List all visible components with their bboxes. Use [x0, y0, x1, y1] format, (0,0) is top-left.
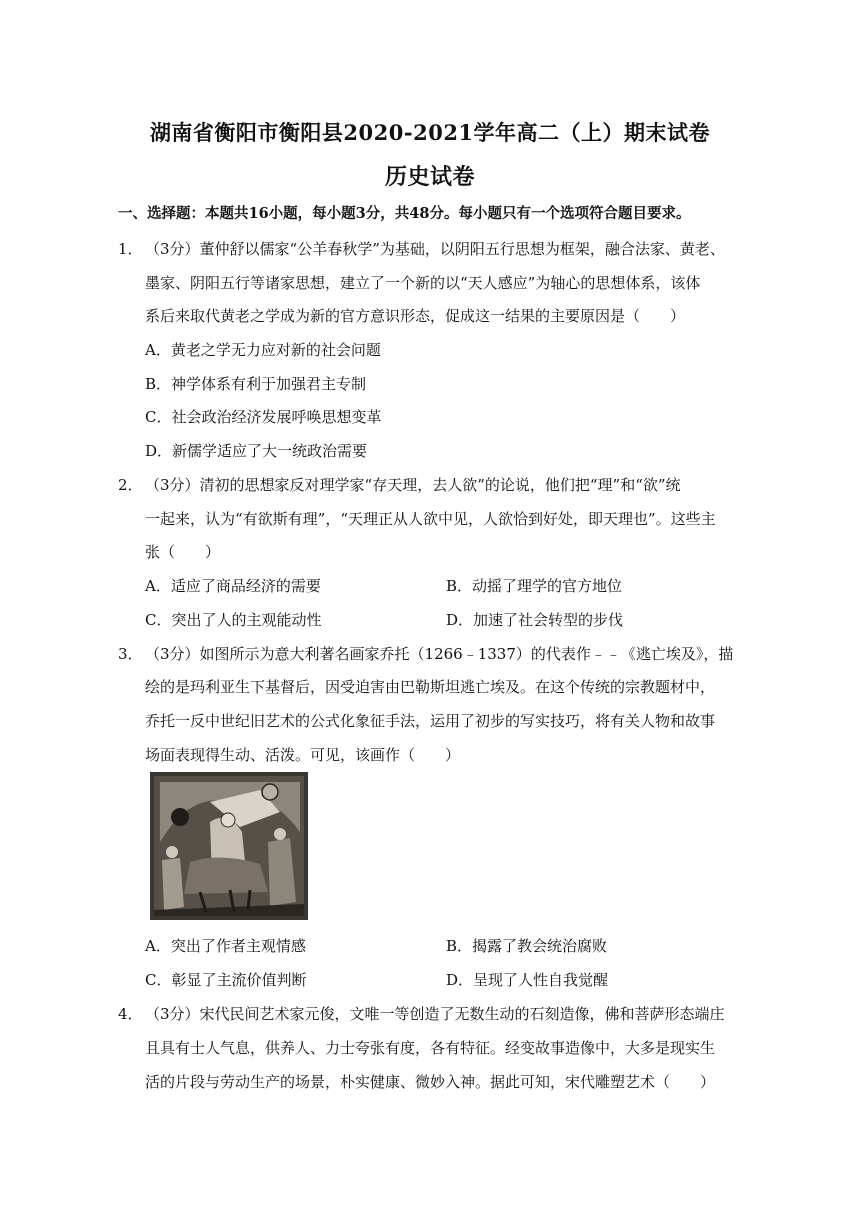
- page-title: 湖南省衡阳市衡阳县2020-2021学年高二（上）期末试卷: [149, 120, 711, 145]
- question-2-option-c: C．突出了人的主观能动性: [145, 611, 322, 629]
- question-3-line-3: 乔托一反中世纪旧艺术的公式化象征手法，运用了初步的写实技巧，将有关人物和故事: [145, 712, 716, 730]
- painting-illustration: [150, 772, 308, 920]
- question-1-option-c: C．社会政治经济发展呼唤思想变革: [145, 408, 382, 426]
- question-2-option-b: B．动摇了理学的官方地位: [446, 577, 623, 595]
- question-1-option-d: D．新儒学适应了大一统政治需要: [145, 442, 368, 460]
- question-2-option-a: A．适应了商品经济的需要: [145, 577, 321, 595]
- question-3-option-d: D．呈现了人性自我觉醒: [446, 971, 609, 989]
- question-1-line-3: 系后来取代黄老之学成为新的官方意识形态，促成这一结果的主要原因是（ ）: [145, 307, 686, 325]
- question-4-number: 4．: [118, 1005, 143, 1023]
- question-3-number: 3．: [118, 645, 143, 663]
- question-4-line-2: 且具有士人气息，供养人、力士夸张有度，各有特征。经变故事造像中，大多是现实生: [145, 1039, 716, 1057]
- question-3-option-c: C．彰显了主流价值判断: [145, 971, 307, 989]
- painting-image: [150, 772, 308, 920]
- question-3-option-b: B．揭露了教会统治腐败: [446, 937, 608, 955]
- question-3-option-a: A．突出了作者主观情感: [145, 937, 306, 955]
- question-1-number: 1．: [118, 240, 143, 258]
- question-4-line-3: 活的片段与劳动生产的场景，朴实健康、微妙入神。据此可知，宋代雕塑艺术（ ）: [145, 1073, 716, 1091]
- question-2-line-2: 一起来，认为“有欲斯有理”，“天理正从人欲中见，人欲恰到好处，即天理也”。这些主: [145, 510, 716, 528]
- question-3-line-2: 绘的是玛利亚生下基督后，因受迫害由巴勒斯坦逃亡埃及。在这个传统的宗教题材中，: [145, 678, 716, 696]
- question-2-number: 2．: [118, 476, 143, 494]
- question-4-line-1: （3分）宋代民间艺术家元俊，文唯一等创造了无数生动的石刻造像，佛和菩萨形态端庄: [145, 1005, 725, 1023]
- question-1-option-b: B．神学体系有利于加强君主专制: [145, 375, 367, 393]
- question-1-line-2: 墨家、阴阳五行等诸家思想，建立了一个新的以“天人感应”为轴心的思想体系，该体: [145, 274, 701, 292]
- question-2-option-d: D．加速了社会转型的步伐: [446, 611, 624, 629]
- question-1-option-a: A．黄老之学无力应对新的社会问题: [145, 341, 381, 359]
- page-subtitle: 历史试卷: [384, 164, 475, 190]
- question-2-line-3: 张（ ）: [145, 543, 221, 561]
- section-heading: 一、选择题：本题共16小题，每小题3分，共48分。每小题只有一个选项符合题目要求。: [118, 205, 691, 222]
- question-3-line-1: （3分）如图所示为意大利著名画家乔托（1266﹣1337）的代表作﹣﹣《逃亡埃及》，描: [145, 645, 734, 663]
- question-1-line-1: （3分）董仲舒以儒家“公羊春秋学”为基础，以阴阳五行思想为框架，融合法家、黄老、: [145, 240, 725, 258]
- question-3-line-4: 场面表现得生动、活泼。可见，该画作（ ）: [145, 746, 461, 764]
- question-2-line-1: （3分）清初的思想家反对理学家“存天理，去人欲”的论说，他们把“理”和“欲”统: [145, 476, 681, 494]
